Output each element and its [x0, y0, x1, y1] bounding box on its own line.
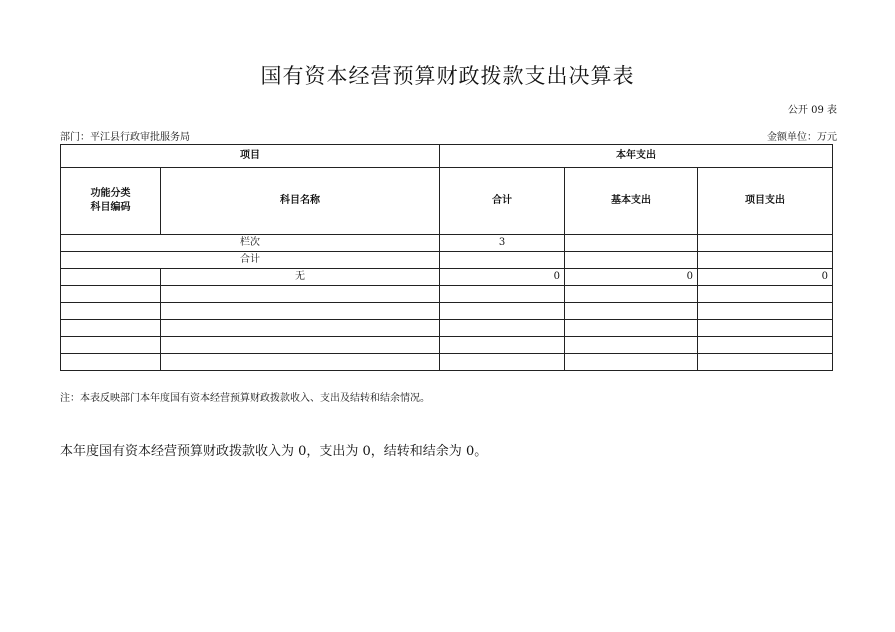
- header-row-2: [61, 168, 833, 235]
- header-function-code: [61, 168, 161, 235]
- header-row-1: [61, 145, 833, 168]
- sum-project: [698, 252, 833, 269]
- amount-unit-label: 金额单位：万元: [767, 132, 837, 143]
- sum-total: [440, 252, 565, 269]
- header-code-line1: 功能分类: [90, 188, 131, 199]
- table-row-sum: [61, 252, 833, 269]
- header-subject-name: 科目名称: [161, 168, 440, 235]
- table-row-empty: [61, 354, 833, 371]
- table-row-column-number: [61, 235, 833, 252]
- table-row: [61, 269, 833, 286]
- table-row-empty: [61, 286, 833, 303]
- department-label: 部门：平江县行政审批服务局: [60, 132, 190, 143]
- table-row-empty: [61, 303, 833, 320]
- header-total: 合计: [440, 168, 565, 235]
- header-project: 项目: [61, 145, 440, 168]
- row-total: 0: [440, 269, 565, 286]
- sum-basic: [565, 252, 698, 269]
- expenditure-table: [60, 144, 833, 371]
- column-number-total: 3: [440, 235, 565, 252]
- table-row-empty: [61, 320, 833, 337]
- summary-paragraph: 本年度国有资本经营预算财政拨款收入为 0，支出为 0，结转和结余为 0。: [60, 444, 488, 459]
- header-current-year-expenditure: 本年支出: [440, 145, 833, 168]
- header-basic-expenditure: 基本支出: [565, 168, 698, 235]
- form-number: 公开 09 表: [787, 105, 837, 116]
- column-number-label: 栏次: [61, 235, 440, 252]
- column-number-project: [698, 235, 833, 252]
- page-title: 国有资本经营预算财政拨款支出决算表: [260, 64, 635, 88]
- row-project: 0: [698, 269, 833, 286]
- row-code: [61, 269, 161, 286]
- sum-label: 合计: [61, 252, 440, 269]
- row-name: 无: [161, 269, 440, 286]
- header-project-expenditure: 项目支出: [698, 168, 833, 235]
- header-code-line2: 科目编码: [90, 202, 131, 213]
- table-row-empty: [61, 337, 833, 354]
- row-basic: 0: [565, 269, 698, 286]
- column-number-basic: [565, 235, 698, 252]
- table-note: 注：本表反映部门本年度国有资本经营预算财政拨款收入、支出及结转和结余情况。: [60, 393, 430, 404]
